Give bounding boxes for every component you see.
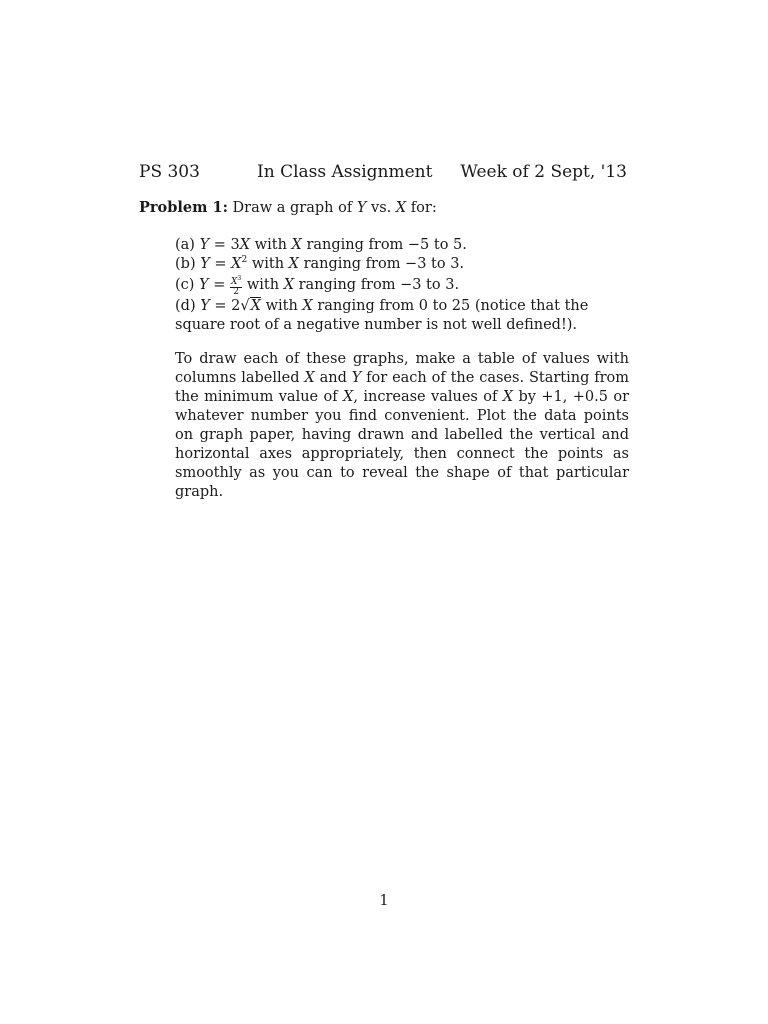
item-text: with	[260, 298, 303, 314]
page-number: 1	[379, 893, 389, 909]
list-item-c	[175, 274, 629, 297]
math-var: X	[291, 237, 302, 253]
var-y: Y	[356, 200, 367, 216]
math-var: X	[239, 237, 251, 253]
math-fraction	[230, 274, 242, 297]
item-marker: (c)	[175, 277, 200, 293]
paragraph-text: , increase values of	[353, 389, 503, 405]
math-var: Y	[200, 256, 210, 272]
math-op: =	[208, 277, 230, 293]
math-var: X	[304, 370, 315, 386]
math-var: X	[231, 277, 238, 287]
paragraph-text: by +1, +0.5 or whatever number you find convenient. Plot the data points on graph paper, having drawn and labelled the vertical and horizontal axes appropriately, then connect the points as smoothly as you can to reveal the shape of that particular graph.	[175, 389, 630, 500]
var-x: X	[395, 200, 407, 216]
math-exponent: 3	[237, 275, 242, 282]
item-text: ranging from 0 to 25 (notice that the square root of a negative number is not well defined!).	[175, 298, 589, 333]
math-var: Y	[199, 277, 209, 293]
math-op: =	[209, 256, 232, 272]
prompt-text: Draw a graph of	[227, 200, 357, 216]
header	[139, 162, 627, 186]
paragraph-text: for each of the cases. Starting from the minimum value of	[175, 370, 630, 405]
list-item-a	[175, 236, 629, 255]
list-item-d	[175, 297, 629, 335]
course-code: PS 303	[139, 162, 200, 182]
item-text: ranging from −3 to 3.	[299, 256, 465, 272]
list-item-b	[175, 255, 629, 274]
item-text: ranging from −5 to 5.	[301, 237, 467, 253]
function-list	[175, 236, 629, 335]
problem-label: Problem 1:	[139, 199, 228, 216]
math-var: X	[283, 277, 295, 293]
fraction-denominator: 2	[233, 287, 239, 297]
fraction-numerator	[230, 274, 242, 288]
problem-heading	[139, 199, 627, 216]
prompt-text: vs.	[366, 200, 396, 216]
math-var: X	[502, 389, 514, 405]
paragraph-text: To draw each of these graphs, make a table of values with columns labelled	[175, 351, 629, 386]
item-text: with	[247, 256, 289, 272]
item-text: with	[242, 277, 284, 293]
math-var: X	[302, 298, 313, 314]
item-marker: (d)	[175, 298, 201, 314]
math-var: Y	[199, 237, 210, 253]
paragraph-text: and	[314, 370, 352, 386]
math-op: = 3	[209, 237, 240, 253]
week-label: Week of 2 Sept, '13	[460, 162, 627, 182]
item-marker: (a)	[175, 237, 200, 253]
math-var: X	[288, 256, 299, 272]
math-var: X	[231, 256, 242, 272]
instructions-paragraph	[175, 350, 629, 502]
math-var: X	[343, 389, 354, 405]
assignment-title: In Class Assignment	[257, 162, 433, 182]
item-marker: (b)	[175, 256, 201, 272]
math-op: = 2√	[209, 298, 250, 314]
math-exponent: 2	[241, 255, 248, 265]
prompt-text: for:	[406, 200, 437, 216]
math-var: Y	[200, 298, 210, 314]
item-text: ranging from −3 to 3.	[294, 277, 460, 293]
math-var: Y	[351, 370, 362, 386]
math-var: X	[250, 298, 261, 314]
item-text: with	[250, 237, 292, 253]
